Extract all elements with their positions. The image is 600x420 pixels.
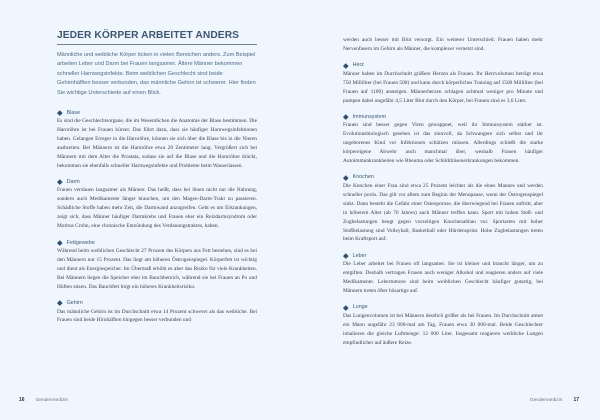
section-body: Frauen verdauen langsamer als Männer. Das heißt, dass bei ihnen nicht nur die Nahrung, sondern auch Medikamente länger brauchen, um den Magen-Darm-Trakt zu passieren. Schädliche Stoffe haben mehr Zeit, die Darmwand anzugreifen. Geht es um Erkrankungen, zeigt sich, dass Männer häufiger Darmkrebs und Frauen eher ein Reizdarmsyndrom oder Morbus Crohn, eine chronische Entzündung des Verdauungstraktes, haben. [57,187,257,230]
section-body: Die Leber arbeitet bei Frauen oft langsamer. Sie ist kleiner und braucht länger, um zu entgiften. Deshalb vertragen Frauen auch weniger Alkohol und reagieren anders auf viele Medikamente. Lebertumore sind beim weiblichen Geschlecht häufiger gutartig, bei Männern treten öfter bösartige auf. [343,261,543,295]
page-footer [530,397,579,403]
section-heading [57,108,257,117]
section-immunsystem [343,112,543,166]
section-heading-label: Knochen [352,174,374,181]
section-gehirn [57,299,257,326]
section-body: Männer haben im Durchschnitt größere Herzen als Frauen. Ihr Herzvolumen beträgt etwa 750 Milliliter (bei Frauen 500) und kann durch körperliches Training auf 1500 Milliliter (bei Frauen auf 1100) ansteigen. Männerherzen schlagen achtmal weniger pro Minute und pumpen dabei ungefähr 4,5 Liter Blut durch den Körper, bei Frauen sind es 3,6 Liter. [343,70,543,104]
section-body: werden auch besser mit Blut versorgt. Ein weiterer Unterschied: Frauen haben mehr Nervenfasern im Gehirn als Männer, die komplexer vernetzt sind. [343,37,543,52]
section-heading [343,61,543,70]
diamond-bullet-icon [57,240,62,245]
page-title: JEDER KÖRPER ARBEITET ANDERS [57,30,257,45]
page-number: 16 [19,397,25,403]
running-title: Gendermedizin [35,397,69,403]
diamond-bullet-icon [343,114,348,119]
section-heading [343,173,543,182]
right-page [300,0,600,420]
section-lunge [343,303,543,348]
section-herz [343,61,543,106]
section-heading-label: Lunge [352,304,368,311]
section-body: Das Lungenvolumen ist bei Männern deutlich größer als bei Frauen. Im Durchschnitt atmet ein Mann ungefähr 23 000-mal am Tag, Frauen etwa 30 000-mal. Beide Geschlechter inhalieren die gleiche Luftmenge: 12 000 Liter. Insgesamt reagieren weibliche Lungen empfindlicher auf äußere Reize. [343,312,543,346]
diamond-bullet-icon [57,300,62,305]
section-heading [343,112,543,121]
section-fettgewebe [57,238,257,292]
diamond-bullet-icon [57,110,62,115]
intro-paragraph: Männliche und weibliche Körper ticken in vielen Bereichen anders. Zum Beispiel arbeiten Leber und Darm bei Frauen langsamer. Ältere Männer bekommen schneller Harnwegsinfekte. Beim weiblichen Geschlecht sind beide Gehirnhälften besser verbunden, das männliche Gehirn ist schwerer. Hier finden Sie wichtige Unterschiede auf einen Blick. [57,52,256,96]
diamond-bullet-icon [343,305,348,310]
section-heading-label: Leber [352,252,367,259]
section-heading-label: Darm [66,178,80,185]
section-heading [57,238,257,247]
diamond-bullet-icon [343,253,348,258]
section-blase [57,108,257,170]
page-footer [19,397,68,403]
left-column [57,30,257,332]
section-heading-label: Blase [66,109,81,116]
diamond-bullet-icon [57,179,62,184]
section-body: Das männliche Gehirn ist im Durchschnitt etwa 14 Prozent schwerer als das weibliche. Bei Frauen sind beide Hirnhälften hingegen besser verbunden und [57,308,257,324]
diamond-bullet-icon [343,175,348,180]
section-heading-label: Gehirn [66,300,83,307]
section-heading-label: Herz [352,62,364,69]
section-heading [343,303,543,312]
section-leber [343,251,543,296]
running-title: Gendermedizin [529,397,563,403]
section-heading-label: Immunsystem [352,113,387,120]
diamond-bullet-icon [343,63,348,68]
section-heading [57,177,257,186]
section-body: Frauen sind besser gegen Viren gewappnet, weil ihr Immunsystem stärker ist. Evolutionsbiologisch gesehen ist das sinnvoll, da Schwangere sich selbst und ihr ungeborenes Kind vor Infektionen schützen müssen. Allerdings schießt die starke körpereigene Abwehr auch manchmal über, weshalb Frauen häufiger Autoimmunkrankheiten wie Rheuma oder Schilddrüsenerkrankungen bekommen. [343,122,543,165]
section-body: Während beim weiblichen Geschlecht 27 Prozent des Körpers aus Fett bestehen, sind es bei den Männern nur 15 Prozent. Das liegt am höheren Östrogenspiegel. Körperfett ist wichtig und dient als Energiespeicher. Im Übermaß erhöht es aber das Risiko für viele Krankheiten. Bei Männern liegen die Speicher eher im Bauchbereich, während sie bei Frauen an Po und Hüften sitzen. Das Bauchfett birgt ein höheres Krankheitsrisiko. [57,248,257,290]
page-number: 17 [573,397,579,403]
section-heading [343,251,543,260]
section-heading [57,299,257,308]
right-column [343,36,543,355]
section-knochen [343,173,543,244]
section-body: Es sind die Geschlechtsorgane, die im Wesentlichen die Anatomie der Blase bestimmen. Die Harnröhre ist bei Frauen kürzer. Das führt dazu, dass sie häufiger Harnwegsinfektionen haben. Gelangen Erreger in die Harnröhre, können sie sich über die Blase bis in die Nieren ausbreiten. Bei Männern ist die Harnröhre etwa 20 Zentimeter lang. Vergrößert sich bei Männern mit dem Alter die Prostata, sodass sie auf die Blase und die Harnröhre drückt, bekommen sie ebenfalls schneller Harnwegsinfekte und Probleme beim Wasserlassen. [57,118,257,169]
section-heading-label: Fettgewebe [66,239,95,246]
section-darm [57,177,257,231]
section-body: Die Knochen einer Frau sind etwa 25 Prozent leichter als die eines Mannes und werden schneller porös. Das gilt vor allem zum Beginn der Menopause, wenn der Östrogenspiegel sinkt. Dann besteht die Gefahr einer Osteoporose, die überwiegend bei Frauen auftritt, aber in höherem Alter (ab 70 Jahren) auch Männer treffen kann. Sport mit hohen Stoß- und Zugbelastungen beugt gegen vorzeitigen Knochenabbau vor. Sportarten mit hoher Stoßbelastung sind Volleyball, Basketball oder Hürdensprint. Hohe Zugbelastungen treten beim Kraftsport auf. [343,182,543,243]
section-gehirn-continued [343,36,543,54]
